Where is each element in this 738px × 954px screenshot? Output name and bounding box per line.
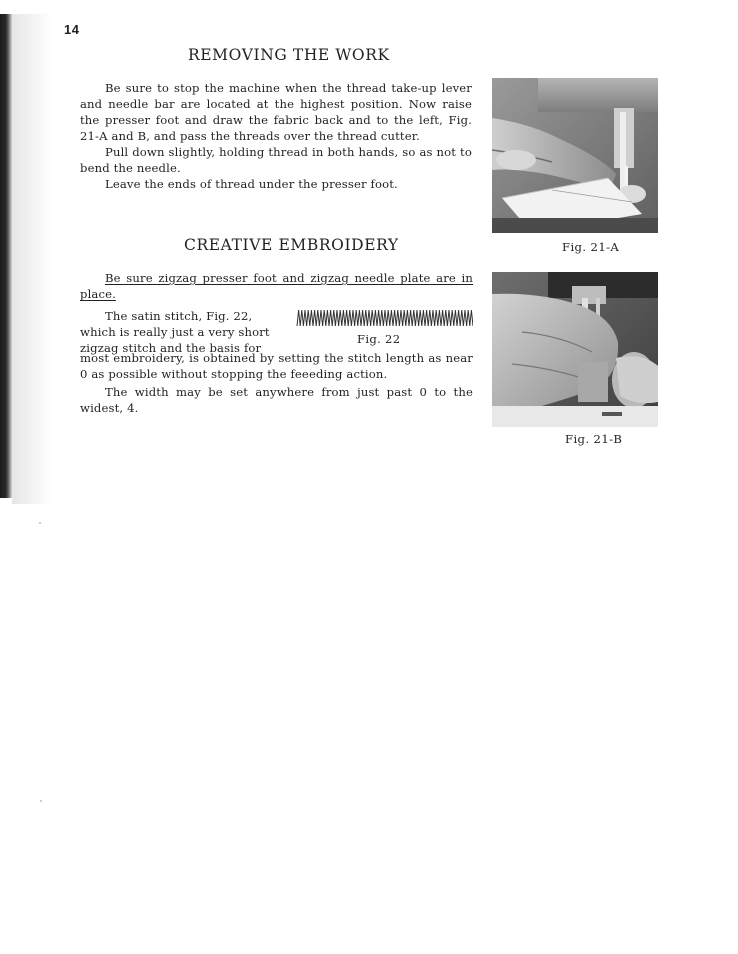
scan-speck — [40, 800, 42, 802]
photo-fig-21b-image — [492, 272, 658, 427]
creative-paragraph-2-start: The satin stitch, Fig. 22, which is really just a very short zigzag stitch and the basis for — [80, 309, 270, 355]
creative-paragraph-1-text: Be sure zigzag presser foot and zigzag needle plate are in place. — [80, 271, 473, 301]
creative-paragraph-1 — [80, 270, 473, 302]
removing-paragraph-3: Leave the ends of thread under the presser foot. — [105, 177, 398, 191]
photo-fig-21b — [492, 272, 658, 427]
removing-paragraph-1: Be sure to stop the machine when the thread take-up lever and needle bar are located at the highest position. Now raise the presser foot and draw the fabric back and to the left, Fig. 21-A and B, and pass the threads over the thread cutter. — [80, 81, 472, 143]
page-binding-edge — [0, 14, 12, 498]
removing-paragraph-2: Pull down slightly, holding thread in both hands, so as not to bend the needle. — [80, 145, 472, 175]
creative-paragraph-2-end: most embroidery, is obtained by setting the stitch length as near 0 as possible without stopping the feeeding action. — [80, 351, 473, 381]
page-number: 14 — [64, 22, 80, 37]
scan-speck — [39, 522, 41, 524]
photo-fig-21a — [492, 78, 658, 233]
satin-stitch-zigzag — [297, 310, 473, 326]
photo-fig-21a-image — [492, 78, 658, 233]
heading-removing-the-work: REMOVING THE WORK — [188, 46, 390, 64]
satin-stitch-illustration — [296, 308, 473, 328]
caption-fig-21a: Fig. 21-A — [562, 240, 620, 254]
page-binding-shadow — [12, 14, 52, 504]
caption-fig-22: Fig. 22 — [357, 332, 401, 346]
creative-paragraph-3: The width may be set anywhere from just past 0 to the widest, 4. — [80, 385, 473, 415]
heading-creative-embroidery: CREATIVE EMBROIDERY — [184, 236, 399, 254]
caption-fig-21b: Fig. 21-B — [565, 432, 623, 446]
